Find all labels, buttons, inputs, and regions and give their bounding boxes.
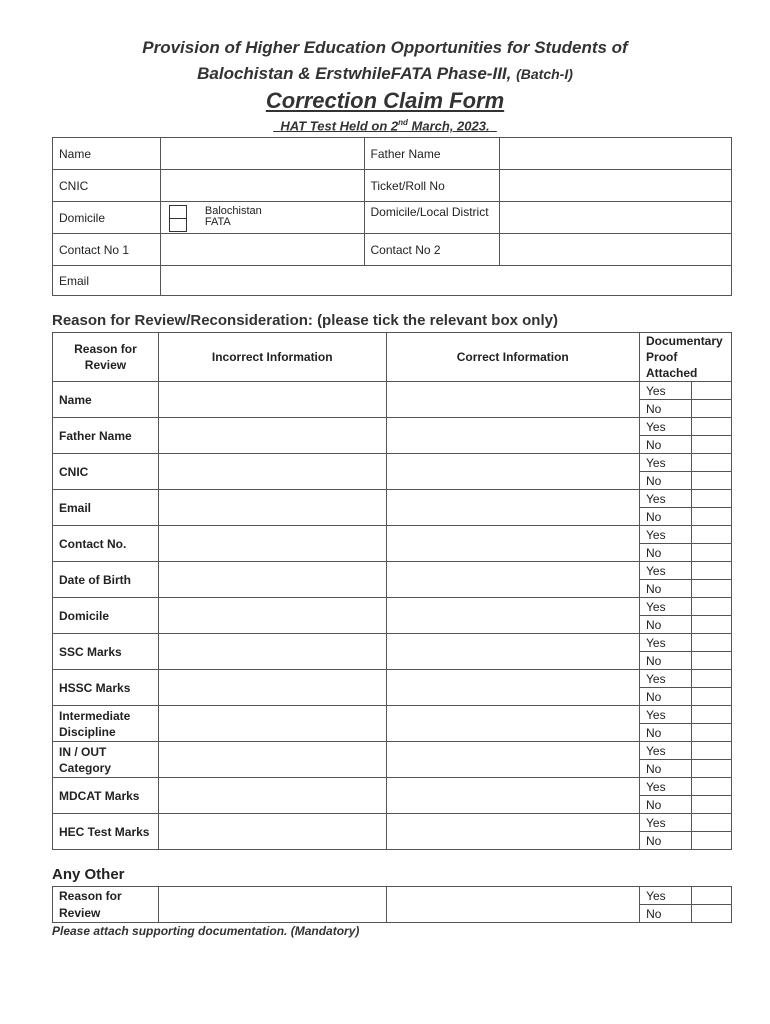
doc-no-label: No <box>640 832 692 850</box>
fata-option-label: FATA <box>204 216 231 228</box>
review-row-label: Name <box>53 382 159 418</box>
correct-info-field[interactable] <box>386 418 640 454</box>
contact1-field[interactable] <box>160 234 364 266</box>
doc-yes-label: Yes <box>640 706 692 724</box>
correct-info-field[interactable] <box>386 598 640 634</box>
review-row <box>53 814 732 832</box>
review-row <box>53 526 732 544</box>
any-other-no-label: No <box>640 905 692 923</box>
doc-no-box[interactable] <box>692 472 732 490</box>
review-row <box>53 634 732 652</box>
any-other-no-box[interactable] <box>692 905 732 923</box>
correct-info-field[interactable] <box>386 526 640 562</box>
review-section-title: Reason for Review/Reconsideration: (please tick the relevant box only) <box>52 312 558 329</box>
review-row-label: Email <box>53 490 159 526</box>
review-row <box>53 706 732 724</box>
ticket-field[interactable] <box>500 170 732 202</box>
father-name-field[interactable] <box>500 138 732 170</box>
review-row-label: SSC Marks <box>53 634 159 670</box>
any-other-table <box>52 886 732 923</box>
ticket-label: Ticket/Roll No <box>364 170 500 202</box>
doc-no-label: No <box>640 652 692 670</box>
doc-yes-label: Yes <box>640 418 692 436</box>
incorrect-info-field[interactable] <box>158 634 386 670</box>
balochistan-checkbox[interactable] <box>169 205 187 219</box>
doc-no-box[interactable] <box>692 616 732 634</box>
review-table <box>52 332 732 850</box>
doc-yes-label: Yes <box>640 454 692 472</box>
review-row <box>53 778 732 796</box>
col-correct-header: Correct Information <box>386 333 640 382</box>
test-date <box>0 118 770 133</box>
doc-no-label: No <box>640 616 692 634</box>
correct-info-field[interactable] <box>386 778 640 814</box>
incorrect-info-field[interactable] <box>158 778 386 814</box>
test-date-suffix: March, 2023. <box>407 118 490 134</box>
correct-info-field[interactable] <box>386 490 640 526</box>
review-row <box>53 598 732 616</box>
incorrect-info-field[interactable] <box>158 598 386 634</box>
doc-yes-box[interactable] <box>692 526 732 544</box>
balochistan-option-label: Balochistan <box>204 205 262 217</box>
name-label: Name <box>53 138 161 170</box>
doc-yes-label: Yes <box>640 382 692 400</box>
header-line-2-text: Balochistan & ErstwhileFATA Phase-III, <box>197 64 512 83</box>
father-name-label: Father Name <box>364 138 500 170</box>
doc-yes-label: Yes <box>640 598 692 616</box>
correct-info-field[interactable] <box>386 634 640 670</box>
doc-no-label: No <box>640 400 692 418</box>
domicile-label: Domicile <box>53 202 161 234</box>
any-other-incorrect-field[interactable] <box>158 887 386 923</box>
review-row <box>53 382 732 400</box>
review-row-label: IN / OUT Category <box>53 742 159 778</box>
col-incorrect-header: Incorrect Information <box>158 333 386 382</box>
batch-label: (Batch-I) <box>516 66 573 82</box>
test-date-prefix: HAT Test Held on 2 <box>280 118 399 134</box>
doc-yes-label: Yes <box>640 814 692 832</box>
doc-no-label: No <box>640 508 692 526</box>
correct-info-field[interactable] <box>386 814 640 850</box>
review-row <box>53 418 732 436</box>
incorrect-info-field[interactable] <box>158 562 386 598</box>
doc-yes-box[interactable] <box>692 562 732 580</box>
doc-no-label: No <box>640 544 692 562</box>
doc-no-label: No <box>640 436 692 454</box>
applicant-info-table <box>52 137 732 296</box>
domicile-district-label: Domicile/Local District <box>364 202 500 234</box>
correct-info-field[interactable] <box>386 706 640 742</box>
correct-info-field[interactable] <box>386 454 640 490</box>
doc-no-box[interactable] <box>692 400 732 418</box>
incorrect-info-field[interactable] <box>158 454 386 490</box>
review-row-label: HSSC Marks <box>53 670 159 706</box>
header-line-2 <box>0 64 770 84</box>
doc-no-box[interactable] <box>692 724 732 742</box>
doc-no-label: No <box>640 472 692 490</box>
col-reason-header: Reason for Review <box>53 333 159 382</box>
correct-info-field[interactable] <box>386 670 640 706</box>
doc-no-label: No <box>640 580 692 598</box>
incorrect-info-field[interactable] <box>158 670 386 706</box>
incorrect-info-field[interactable] <box>158 490 386 526</box>
doc-no-box[interactable] <box>692 832 732 850</box>
doc-no-box[interactable] <box>692 796 732 814</box>
review-row-label: Domicile <box>53 598 159 634</box>
incorrect-info-field[interactable] <box>158 814 386 850</box>
correct-info-field[interactable] <box>386 382 640 418</box>
review-row <box>53 490 732 508</box>
review-row-label: HEC Test Marks <box>53 814 159 850</box>
doc-no-box[interactable] <box>692 688 732 706</box>
name-field[interactable] <box>160 138 364 170</box>
doc-no-box[interactable] <box>692 652 732 670</box>
doc-yes-label: Yes <box>640 634 692 652</box>
review-row-label: Contact No. <box>53 526 159 562</box>
doc-yes-label: Yes <box>640 778 692 796</box>
doc-yes-box[interactable] <box>692 598 732 616</box>
doc-no-box[interactable] <box>692 544 732 562</box>
domicile-district-field[interactable] <box>500 202 732 234</box>
any-other-title: Any Other <box>52 866 125 883</box>
doc-yes-label: Yes <box>640 490 692 508</box>
doc-yes-box[interactable] <box>692 382 732 400</box>
form-title: Correction Claim Form <box>265 88 505 113</box>
doc-no-box[interactable] <box>692 508 732 526</box>
doc-yes-box[interactable] <box>692 778 732 796</box>
doc-no-label: No <box>640 688 692 706</box>
doc-yes-box[interactable] <box>692 814 732 832</box>
doc-no-label: No <box>640 724 692 742</box>
email-field[interactable] <box>160 266 731 296</box>
test-date-sup: nd <box>398 118 408 127</box>
cnic-label: CNIC <box>53 170 161 202</box>
footer-note: Please attach supporting documentation. (Mandatory) <box>52 924 360 938</box>
correct-info-field[interactable] <box>386 562 640 598</box>
contact2-field[interactable] <box>500 234 732 266</box>
doc-yes-box[interactable] <box>692 454 732 472</box>
header-line-1: Provision of Higher Education Opportunities for Students of <box>142 38 628 57</box>
doc-no-label: No <box>640 796 692 814</box>
doc-yes-box[interactable] <box>692 706 732 724</box>
col-doc-header: Documentary Proof Attached <box>640 333 732 382</box>
doc-yes-box[interactable] <box>692 490 732 508</box>
incorrect-info-field[interactable] <box>158 706 386 742</box>
doc-yes-box[interactable] <box>692 742 732 760</box>
any-other-yes-label: Yes <box>640 887 692 905</box>
review-row <box>53 670 732 688</box>
incorrect-info-field[interactable] <box>158 382 386 418</box>
domicile-options <box>160 202 364 234</box>
doc-no-box[interactable] <box>692 436 732 454</box>
incorrect-info-field[interactable] <box>158 526 386 562</box>
doc-yes-box[interactable] <box>692 634 732 652</box>
fata-checkbox[interactable] <box>169 218 187 232</box>
review-row-label: Father Name <box>53 418 159 454</box>
review-row <box>53 562 732 580</box>
any-other-yes-box[interactable] <box>692 887 732 905</box>
cnic-field[interactable] <box>160 170 364 202</box>
doc-yes-box[interactable] <box>692 418 732 436</box>
doc-yes-label: Yes <box>640 562 692 580</box>
any-other-correct-field[interactable] <box>386 887 640 923</box>
any-other-reason-label: Reason for Review <box>53 887 159 923</box>
incorrect-info-field[interactable] <box>158 418 386 454</box>
doc-yes-label: Yes <box>640 526 692 544</box>
review-row <box>53 454 732 472</box>
correct-info-field[interactable] <box>386 742 640 778</box>
review-row-label: Date of Birth <box>53 562 159 598</box>
review-row <box>53 742 732 760</box>
doc-yes-label: Yes <box>640 670 692 688</box>
doc-yes-label: Yes <box>640 742 692 760</box>
contact2-label: Contact No 2 <box>364 234 500 266</box>
email-label: Email <box>53 266 161 296</box>
review-row-label: Intermediate Discipline <box>53 706 159 742</box>
doc-no-box[interactable] <box>692 580 732 598</box>
review-row-label: MDCAT Marks <box>53 778 159 814</box>
doc-no-label: No <box>640 760 692 778</box>
contact1-label: Contact No 1 <box>53 234 161 266</box>
review-row-label: CNIC <box>53 454 159 490</box>
incorrect-info-field[interactable] <box>158 742 386 778</box>
doc-yes-box[interactable] <box>692 670 732 688</box>
doc-no-box[interactable] <box>692 760 732 778</box>
